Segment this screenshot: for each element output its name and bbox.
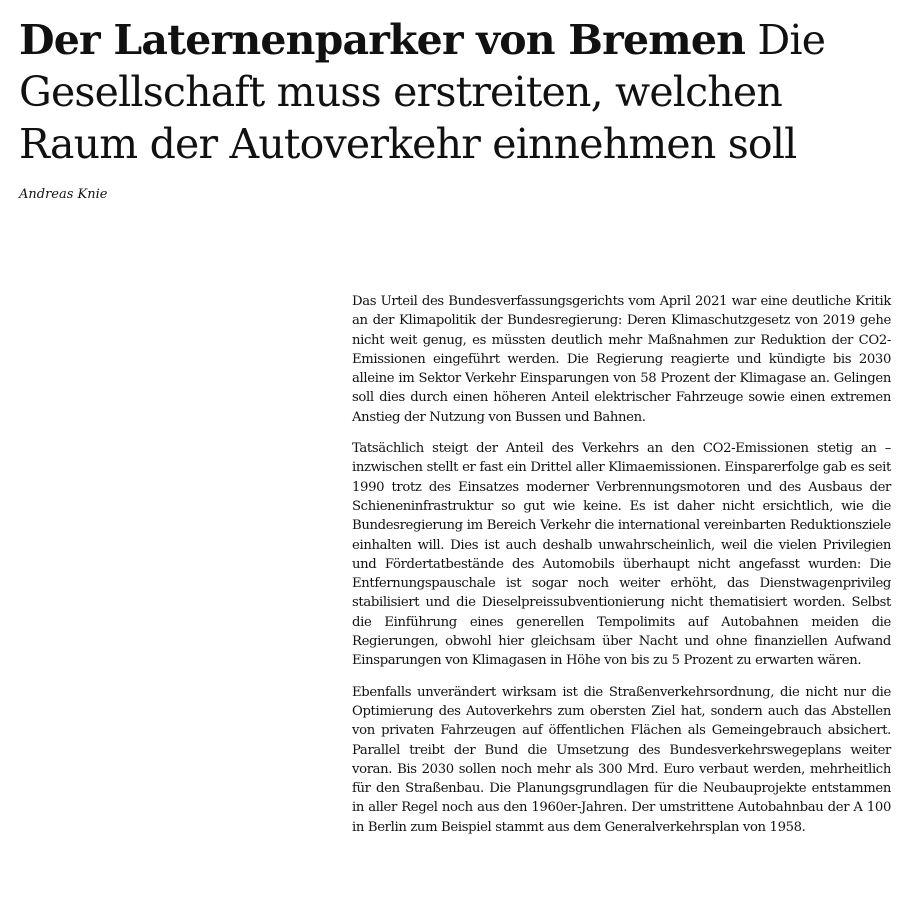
article-subtitle: Die Gesellschaft muss erstreiten, welchen Raum der Autoverkehr einnehmen soll [19,16,826,168]
body-paragraph: Ebenfalls unverändert wirksam ist die Straßenverkehrsordnung, die nicht nur die Optimierung des Autoverkehrs zum obersten Ziel hat, sondern auch das Abstellen von privaten Fahrzeugen auf öffentlichen Flächen als Gemeingebrauch absichert. Parallel treibt der Bund die Umsetzung des Bundesverkehrswegeplans weiter voran. Bis 2030 sollen noch mehr als 300 Mrd. Euro verbaut werden, mehrheitlich für den Straßenbau. Die Planungsgrundlagen für die Neubauprojekte entstammen in aller Regel noch aus den 1960er-Jahren. Der umstrittene Autobahnbau der A 100 in Berlin zum Beispiel stammt aus dem Generalverkehrsplan von 1958. [352,684,891,835]
article-author: Andreas Knie [19,187,108,202]
body-paragraph: Tatsächlich steigt der Anteil des Verkehrs an den CO2-Emissionen stetig an – inzwischen stellt er fast ein Drittel aller Klimaemissionen. Einsparerfolge gab es seit 1990 trotz des Einsatzes moderner Verbrennungsmotoren und des Ausbaus der Schieneninfrastruktur so gut wie keine. Es ist daher nicht ersichtlich, wie die Bundesregierung im Bereich Verkehr die international vereinbarten Reduktionsziele einhalten will. Dies ist auch deshalb unwahrscheinlich, weil die vielen Privilegien und Fördertatbestände des Automobils überhaupt nicht angefasst wurden: Die Entfernungspauschale ist sogar noch weiter erhöht, das Dienstwagenprivileg stabilisiert und die Dieselpreissubventionierung nicht thematisiert worden. Selbst die Einführung eines generellen Tempolimits auf Autobahnen meiden die Regierungen, obwohl hier gleichsam über Nacht und ohne finanziellen Aufwand Einsparungen von Klimagasen in Höhe von bis zu 5 Prozent zu erwarten wären. [352,441,891,669]
article-body [352,292,891,849]
body-paragraph: Das Urteil des Bundesverfassungsgerichts vom April 2021 war eine deutliche Kritik an der Klimapolitik der Bundesregierung: Deren Klimaschutzgesetz von 2019 gehe nicht weit genug, es müssten deutlich mehr Maßnahmen zur Reduktion der CO2-Emissionen eingeführt werden. Die Regierung reagierte und kündigte bis 2030 alleine im Sektor Verkehr Einsparungen von 58 Prozent der Klimagase an. Gelingen soll dies durch einen höheren Anteil elektrischer Fahrzeuge sowie einen extremen Anstieg der Nutzung von Bussen und Bahnen. [352,294,891,425]
article-title-main: Der Laternenparker von Bremen [19,16,746,64]
article-title [19,14,899,170]
